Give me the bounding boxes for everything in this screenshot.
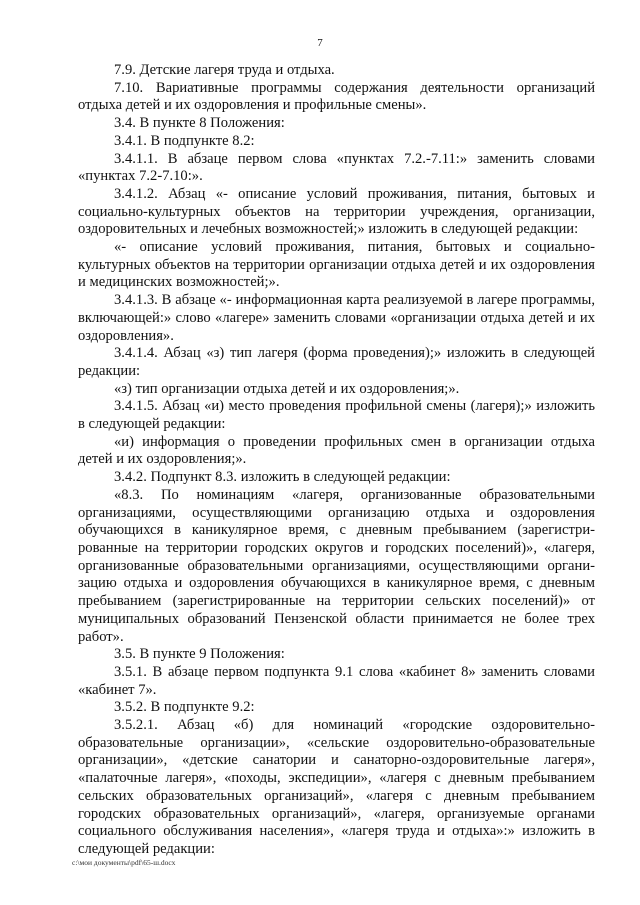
paragraph: 3.5.2.1. Абзац «б) для номинаций «городские оздоровительно-образовательные организации», «сельские оздоровительно-образовательные организации», «детские санатории и санаторно-оздоровительные лагеря», «палаточные лагеря», «походы, экспедиции», «лагеря с дневным пребыванием сельских образовательных организаций», «лагеря с дневным пребыванием городских образовательных организаций», «лагеря, организуемые органами социального обслуживания населения», «лагеря труда и отдыха»:» изложить в следующей редакции: [78,717,595,857]
paragraph: 3.4.1.1. В абзаце первом слова «пунктах 7.2.-7.11:» заменить словами «пунктах 7.2-7.10:». [78,150,595,185]
paragraph: 3.5.1. В абзаце первом подпункта 9.1 слова «кабинет 8» заменить словами «кабинет 7». [78,663,595,698]
paragraph: 3.4.2. Подпункт 8.3. изложить в следующей редакции: [114,469,451,486]
paragraph: 3.4.1.2. Абзац «- описание условий проживания, питания, бытовых и социально-культурных объектов на территории учреждения, организации, оздоровительных и лечебных возможностей;» изложить в следующей редакции: [78,185,595,238]
paragraph: 3.5.2. В подпункте 9.2: [114,699,255,716]
paragraph: 7.9. Детские лагеря труда и отдыха. [114,62,335,78]
paragraph: 3.4.1.4. Абзац «з) тип лагеря (форма проведения);» изложить в следующей редакции: [78,345,595,379]
paragraph: 7.10. Вариативные программы содержания деятельности организаций отдыха детей и их оздоровления и профильные смены». [78,79,595,114]
paragraph: 3.4.1.3. В абзаце «- информационная карта реализуемой в лагере программы, включающей:» слово «лагере» заменить словами «организации отдыха детей и их оздоровления». [78,292,595,344]
paragraph: 3.4. В пункте 8 Положения: [114,115,285,132]
page-number: 7 [317,37,323,49]
file-path-footer: c:\мои документы\pdf\65-ш.docx [72,858,176,867]
paragraph: «и) информация о проведении профильных смен в организации отдыха детей и их оздоровления;». [78,433,595,468]
document-body [78,62,595,859]
paragraph: «- описание условий проживания, питания, бытовых и социально-культурных объектов на территории организации отдыха детей и их оздоровления и медицинских возможностей;». [78,239,595,291]
paragraph: 3.4.1.5. Абзац «и) место проведения профильной смены (лагеря);» изложить в следующей редакции: [78,398,595,433]
paragraph: 3.5. В пункте 9 Положения: [114,646,285,663]
paragraph: «з) тип организации отдыха детей и их оздоровления;». [114,380,460,397]
paragraph: 3.4.1. В подпункте 8.2: [114,132,255,149]
paragraph: «8.3. По номинациям «лагеря, организованные образовательными организациями, осуществляющими организацию отдыха и оздоровления обучающихся в каникулярное время, с дневным пребыванием (зарегистри-рованные на территории городских округов и городских поселений)», «лагеря, организованные образовательными организациями, осуществляющими органи-зацию отдыха и оздоровления обучающихся в каникулярное время, с дневным пребыванием (зарегистрированные на территории сельских поселений)» от муниципальных образований Пензенской области принимается не более трех работ». [78,486,595,645]
